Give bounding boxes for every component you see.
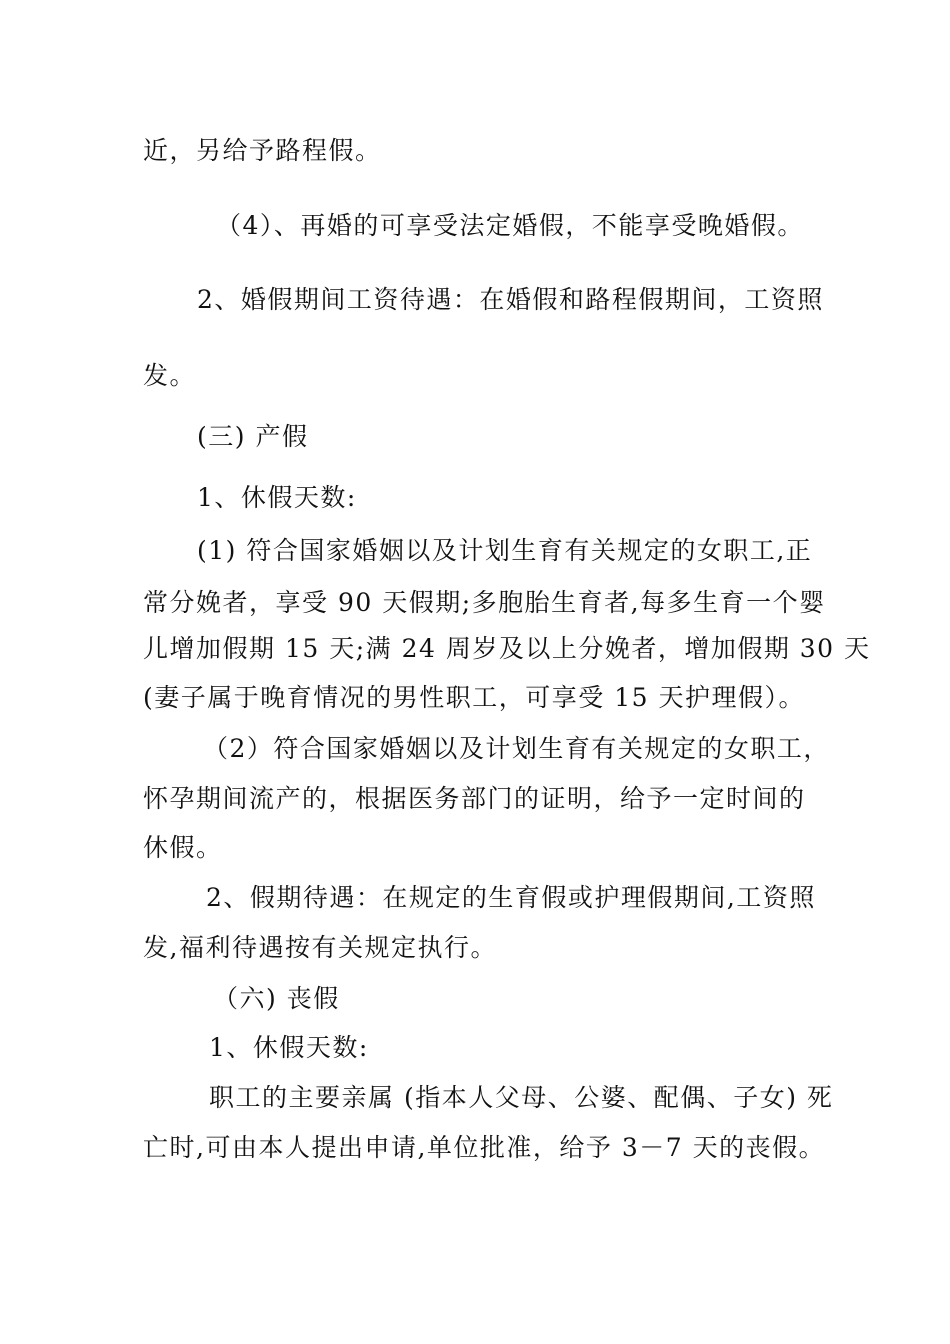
text-line: 近，另给予路程假。: [143, 136, 382, 165]
text-line: 发。: [143, 361, 197, 390]
text-line: 1、休假天数:: [197, 483, 357, 512]
text-line: (妻子属于晚育情况的男性职工，可享受 15 天护理假）。: [143, 683, 805, 712]
text-line: 休假。: [143, 833, 223, 862]
text-line: 怀孕期间流产的，根据医务部门的证明，给予一定时间的: [143, 784, 806, 813]
text-line: 常分娩者，享受 90 天假期;多胞胎生育者,每多生育一个婴: [143, 588, 826, 617]
text-line: (1) 符合国家婚姻以及计划生育有关规定的女职工,正: [197, 536, 813, 565]
text-line: 2、假期待遇：在规定的生育假或护理假期间,工资照: [206, 883, 816, 912]
text-line: 发,福利待遇按有关规定执行。: [143, 933, 497, 962]
text-line: （4）、再婚的可享受法定婚假，不能享受晚婚假。: [216, 211, 804, 240]
text-line: 亡时,可由本人提出申请,单位批准，给予 3－7 天的丧假。: [143, 1133, 826, 1162]
text-line: （2）符合国家婚姻以及计划生育有关规定的女职工，: [203, 734, 830, 763]
text-line: 职工的主要亲属 (指本人父母、公婆、配偶、子女) 死: [209, 1083, 834, 1112]
text-line: 1、休假天数:: [209, 1033, 369, 1062]
text-line: 2、婚假期间工资待遇：在婚假和路程假期间，工资照: [197, 285, 824, 314]
section-heading: （六) 丧假: [213, 984, 340, 1013]
section-heading: (三) 产假: [197, 422, 309, 451]
text-line: 儿增加假期 15 天;满 24 周岁及以上分娩者，增加假期 30 天: [143, 634, 871, 663]
